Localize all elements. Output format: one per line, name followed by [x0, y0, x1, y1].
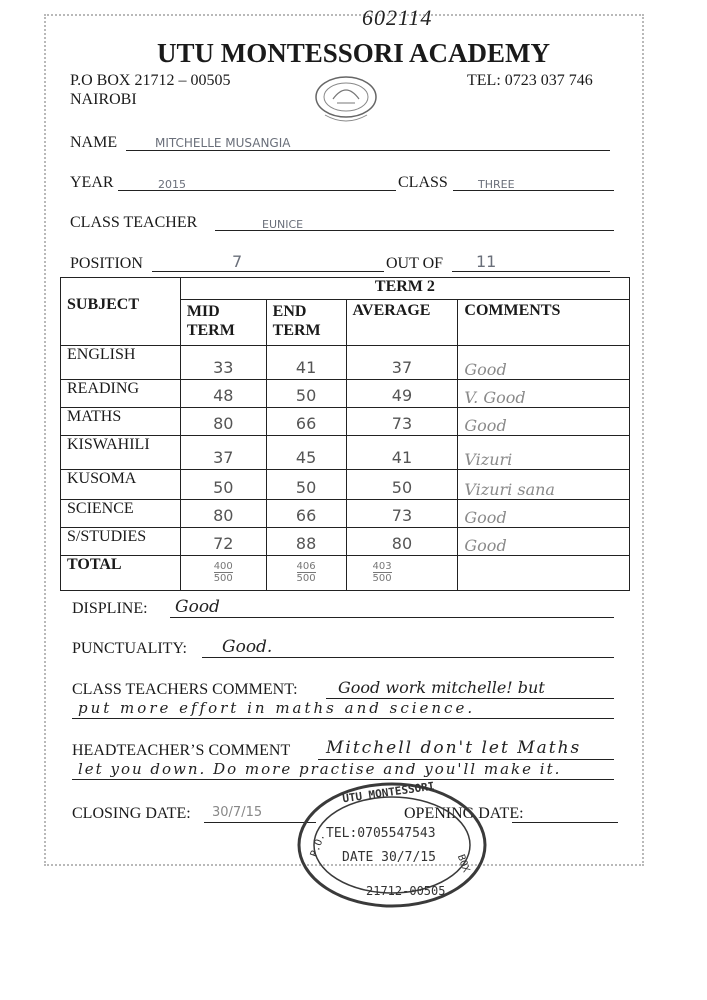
table-row: [61, 380, 630, 408]
average-cell: 37: [346, 346, 458, 380]
mid-term-cell: 72: [180, 528, 266, 556]
punctuality-label: PUNCTUALITY:: [72, 640, 187, 657]
average-cell: 41: [346, 436, 458, 470]
grades-table: [60, 277, 630, 591]
term-header: TERM 2: [180, 278, 629, 300]
position-line: [152, 271, 384, 272]
comments-header: COMMENTS: [458, 300, 630, 346]
subject-cell: MATHS: [61, 408, 181, 436]
opening-date-line: [512, 822, 618, 823]
headteacher-comment-text-1: Mitchell don't let Maths: [326, 738, 582, 758]
subject-cell: KUSOMA: [61, 470, 181, 500]
average-header: AVERAGE: [346, 300, 458, 346]
table-row: [61, 346, 630, 380]
address-line-2: NAIROBI: [70, 91, 137, 108]
end-term-cell: 41: [266, 346, 346, 380]
out-of-line: [452, 271, 610, 272]
total-row: [61, 556, 630, 591]
position-value: 7: [232, 252, 243, 271]
out-of-value: 11: [476, 252, 497, 271]
headteacher-comment-label: HEADTEACHER’S COMMENT: [72, 742, 291, 759]
school-name: UTU MONTESSORI ACADEMY: [156, 38, 551, 68]
end-term-cell: 66: [266, 500, 346, 528]
end-term-total: $\frac{406}{500}$: [266, 556, 346, 591]
class-teacher-comment-text-2: put more effort in maths and science.: [78, 699, 476, 717]
average-cell: 49: [346, 380, 458, 408]
end-term-cell: 50: [266, 470, 346, 500]
total-label: TOTAL: [61, 556, 181, 591]
mid-term-cell: 37: [180, 436, 266, 470]
stamp-line-2: TEL:0705547543: [326, 826, 436, 841]
subject-cell: READING: [61, 380, 181, 408]
subject-cell: ENGLISH: [61, 346, 181, 380]
name-value: MITCHELLE MUSANGIA: [155, 136, 291, 150]
mid-term-cell: 80: [180, 500, 266, 528]
position-label: POSITION: [70, 255, 143, 272]
comment-cell: Good: [458, 500, 630, 528]
stamp-line-1: UTU MONTESSORI: [341, 779, 436, 806]
table-row: [61, 500, 630, 528]
table-row: [61, 408, 630, 436]
punctuality-line: [202, 657, 614, 658]
stamp-line-3: DATE 30/7/15: [342, 850, 436, 865]
stamp-side-right: BOX: [454, 853, 472, 874]
mid-term-cell: 80: [180, 408, 266, 436]
table-row: [61, 436, 630, 470]
headteacher-comment-text-2: let you down. Do more practise and you'll make it.: [78, 760, 562, 778]
end-term-cell: 88: [266, 528, 346, 556]
class-teacher-value: EUNICE: [262, 218, 304, 231]
end-term-cell: 45: [266, 436, 346, 470]
class-label: CLASS: [398, 174, 448, 191]
telephone: TEL: 0723 037 746: [467, 72, 593, 89]
year-value: 2015: [158, 178, 186, 191]
end-term-header: END TERM: [266, 300, 346, 346]
table-row: [61, 470, 630, 500]
end-term-cell: 50: [266, 380, 346, 408]
average-cell: 80: [346, 528, 458, 556]
comment-cell: V. Good: [458, 380, 630, 408]
discipline-label: DISPLINE:: [72, 600, 148, 617]
stamp-line-4: 21712-00505: [366, 884, 446, 898]
stamp-side-left: P.O.: [308, 832, 328, 859]
average-cell: 73: [346, 500, 458, 528]
class-value: THREE: [478, 178, 515, 191]
comment-cell: Good: [458, 528, 630, 556]
opening-date-label: OPENING DATE:: [404, 805, 524, 822]
closing-date-value: 30/7/15: [212, 805, 263, 820]
year-label: YEAR: [70, 174, 114, 191]
comment-cell: Vizuri sana: [458, 470, 630, 500]
reference-number: 602114: [362, 5, 433, 30]
mid-term-total: $\frac{400}{500}$: [180, 556, 266, 591]
comment-cell: Good: [458, 408, 630, 436]
subject-cell: KISWAHILI: [61, 436, 181, 470]
punctuality-value: Good.: [222, 637, 273, 657]
class-teacher-comment-label: CLASS TEACHERS COMMENT:: [72, 681, 298, 698]
name-label: NAME: [70, 134, 118, 151]
subject-cell: S/STUDIES: [61, 528, 181, 556]
address-line-1: P.O BOX 21712 – 00505: [70, 72, 231, 89]
end-term-cell: 66: [266, 408, 346, 436]
class-teacher-comment-text-1: Good work mitchelle! but: [338, 678, 545, 697]
mid-term-header: MID TERM: [180, 300, 266, 346]
school-stamp: [296, 780, 488, 910]
school-logo-icon: [313, 73, 379, 125]
average-cell: 50: [346, 470, 458, 500]
table-row: [61, 528, 630, 556]
average-total: $\frac{403}{500}$: [346, 556, 458, 591]
comment-cell: Good: [458, 346, 630, 380]
average-cell: 73: [346, 408, 458, 436]
name-line: [126, 150, 610, 151]
subject-cell: SCIENCE: [61, 500, 181, 528]
mid-term-cell: 48: [180, 380, 266, 408]
comment-cell: Vizuri: [458, 436, 630, 470]
out-of-label: OUT OF: [386, 255, 444, 272]
mid-term-cell: 50: [180, 470, 266, 500]
class-teacher-label: CLASS TEACHER: [70, 214, 198, 231]
class-teacher-comment-line-2: [72, 718, 614, 719]
subject-header: SUBJECT: [61, 278, 181, 346]
total-comment-cell: [458, 556, 630, 591]
discipline-value: Good: [175, 597, 220, 617]
discipline-line: [170, 617, 614, 618]
closing-date-label: CLOSING DATE:: [72, 805, 191, 822]
mid-term-cell: 33: [180, 346, 266, 380]
